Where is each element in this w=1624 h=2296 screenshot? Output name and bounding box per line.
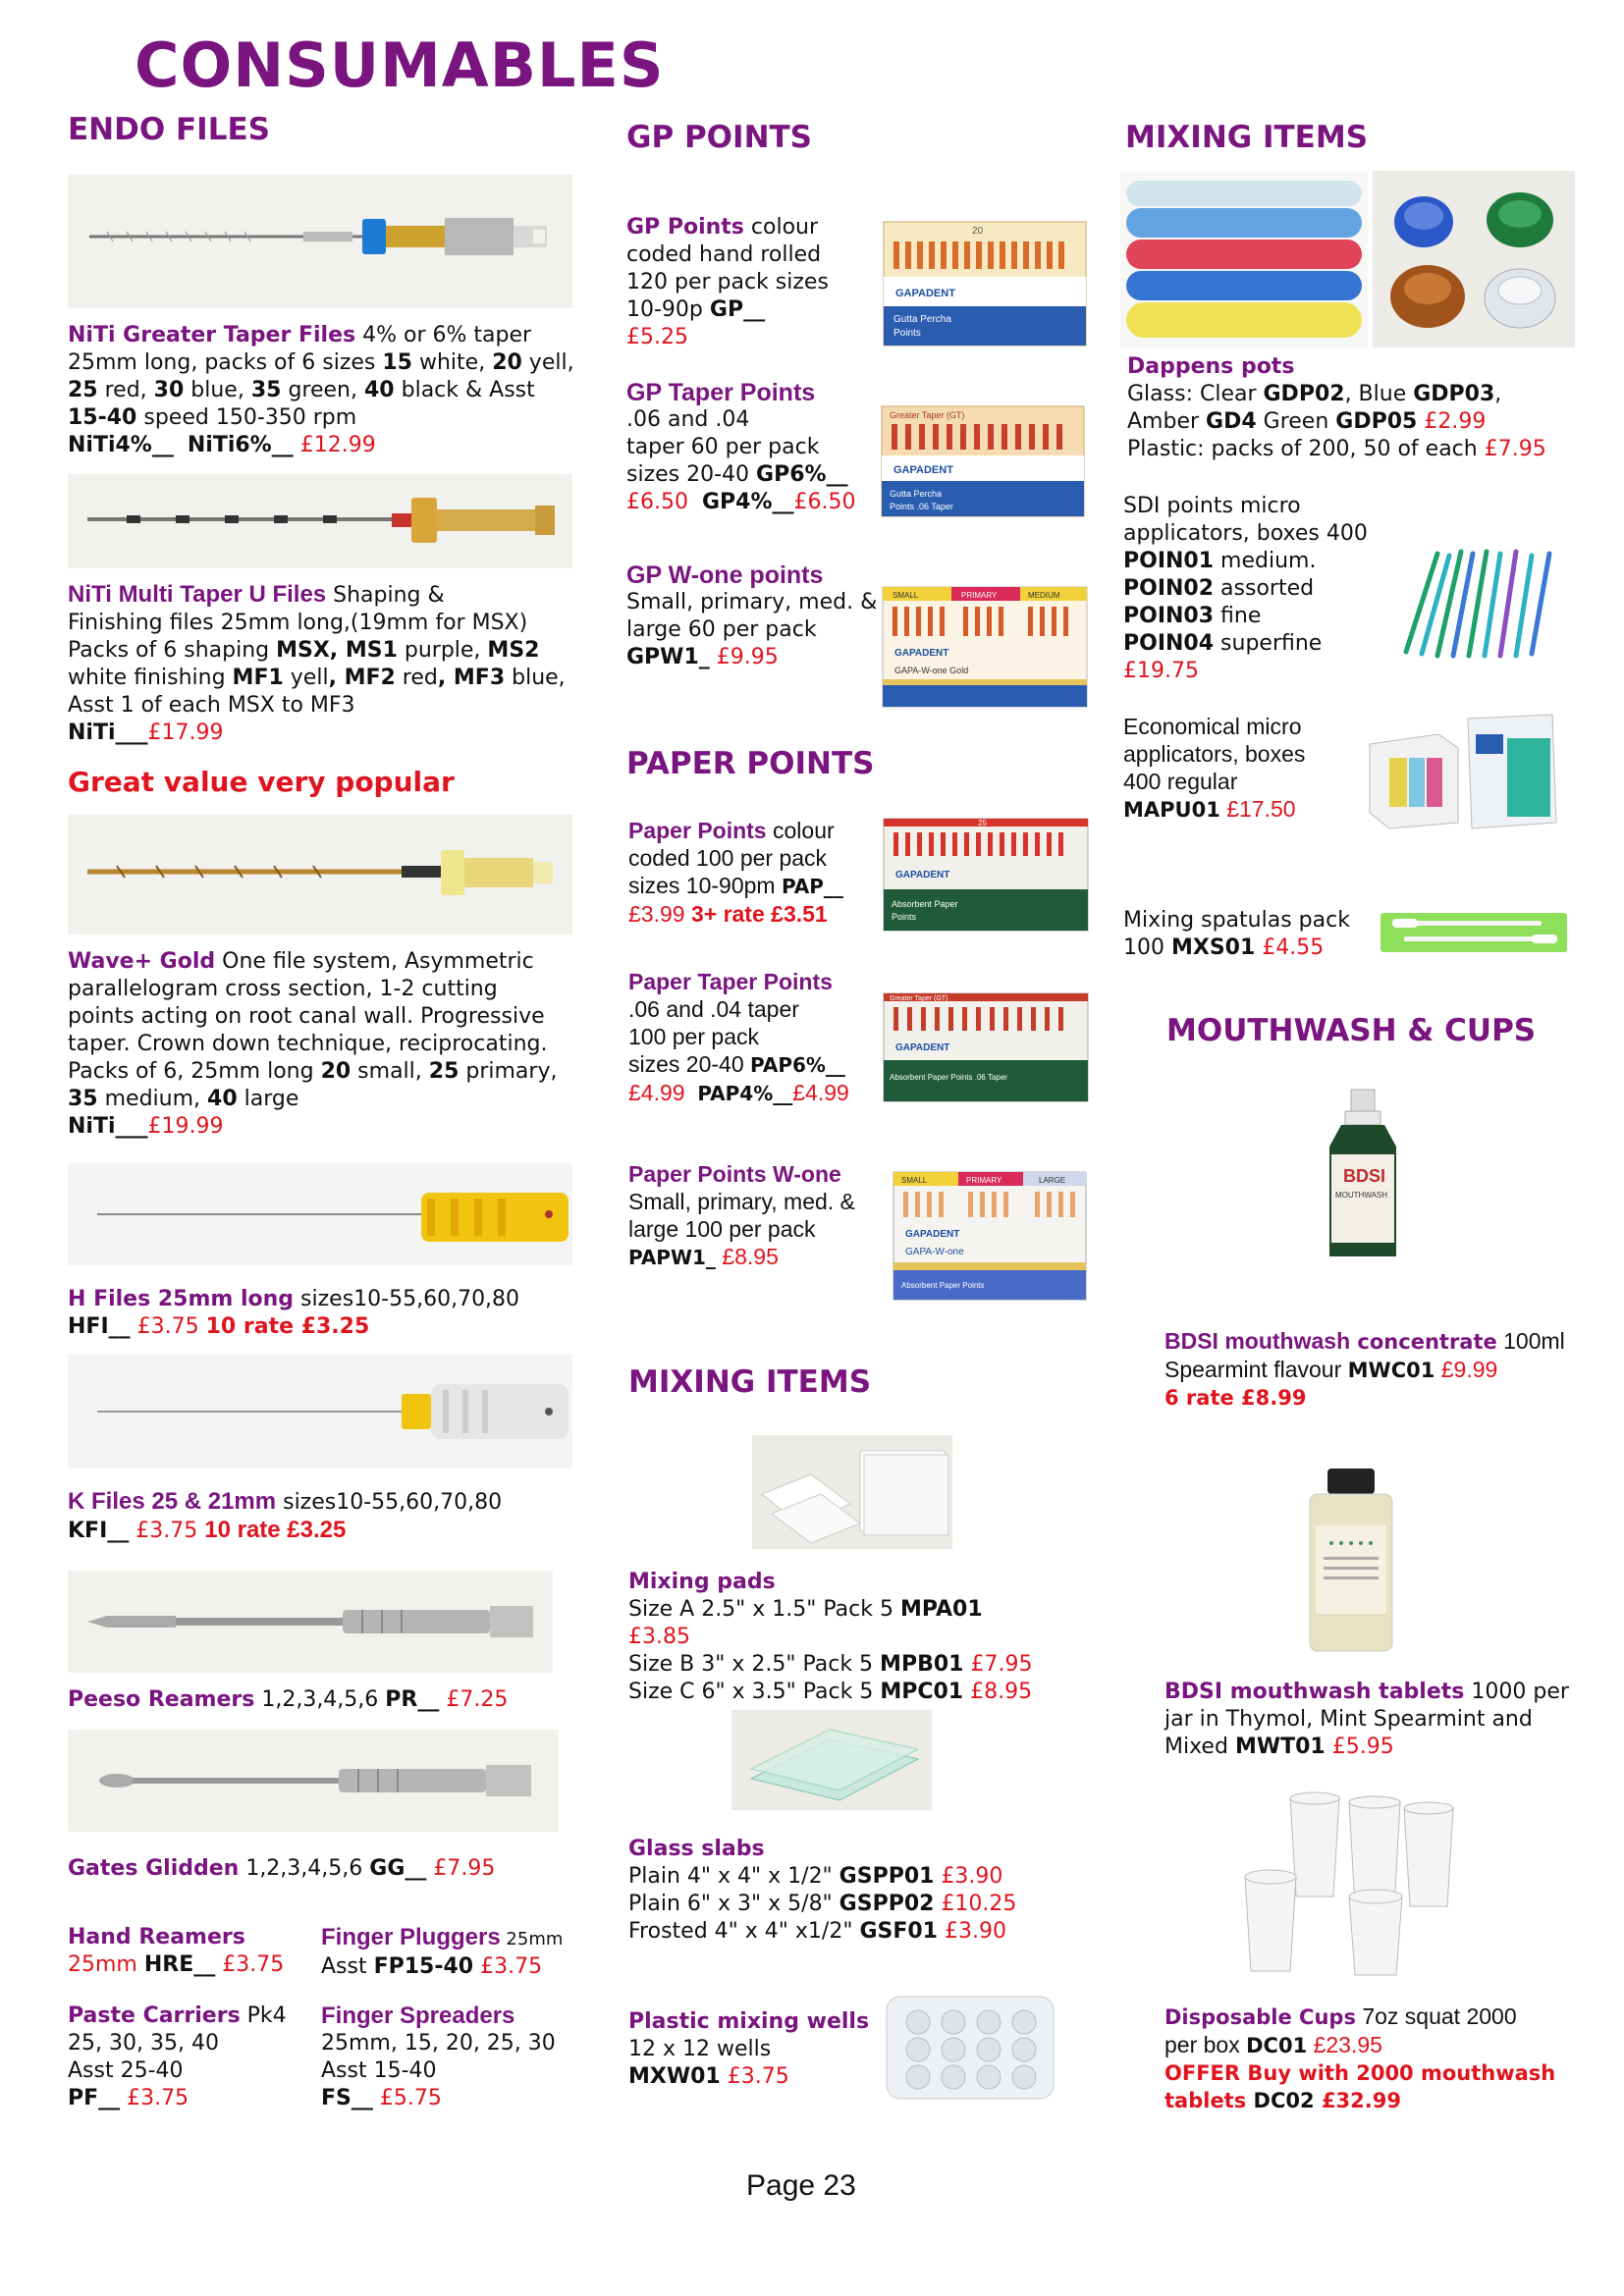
paper-points-heading: PAPER POINTS xyxy=(626,746,875,781)
paper-wone-text: Paper Points W-one Small, primary, med. & large 100 per pack PAPW1_ £8.95 xyxy=(628,1161,855,1269)
gp-taper-box-brand: GAPADENT xyxy=(893,464,953,476)
mouthwash-cups-heading: MOUTHWASH & CUPS xyxy=(1166,1013,1537,1048)
gp-points-text: GP Points colour coded hand rolled 120 per pack sizes 10-90p GP__ £5.25 xyxy=(626,215,829,349)
gp-wone-box-image xyxy=(881,583,1089,711)
paper-box-brand: GAPADENT xyxy=(895,870,950,881)
economical-applicators-text: Economical micro applicators, boxes 400 regular MAPU01 £17.50 xyxy=(1123,714,1306,822)
paper-wone-name: GAPA-W-one xyxy=(905,1247,964,1257)
gp-box-brand: GAPADENT xyxy=(895,288,955,299)
gp-points-heading: GP POINTS xyxy=(626,120,812,155)
gp-taper-text: GP Taper Points .06 and .04 taper 60 per pack sizes 20-40 GP6%__ £6.50 GP4%__£6.50 xyxy=(626,379,856,514)
disposable-cups-text: Disposable Cups 7oz squat 2000 per box DC01 £23.95 OFFER Buy with 2000 mouthwash tablets DC02 £32.99 xyxy=(1164,2003,1556,2112)
gp-wone-gold: GAPA-W-one Gold xyxy=(894,666,969,675)
bdsi-tablets-text: BDSI mouthwash tablets 1000 per jar in Thymol, Mint Spearmint and Mixed MWT01 £5.95 xyxy=(1164,1680,1569,1759)
paper-box-points: Points xyxy=(892,912,917,922)
gates-glidden-image xyxy=(68,1730,559,1832)
paper-taper-box-absorbent: Absorbent Paper Points .06 Taper xyxy=(890,1073,1007,1082)
paper-taper-text: Paper Taper Points .06 and .04 taper 100 per pack sizes 20-40 PAP6%__ £4.99 PAP4%__£4.99 xyxy=(628,969,849,1105)
great-value-banner: Great value very popular xyxy=(68,766,455,798)
disposable-cups-image xyxy=(1231,1789,1467,1981)
paper-wone-brand: GAPADENT xyxy=(905,1229,960,1240)
plastic-wells-text: Plastic mixing wells 12 x 12 wells MXW01 £3.75 xyxy=(628,2009,870,2089)
peeso-reamer-image xyxy=(68,1571,553,1673)
paper-box-absorbent: Absorbent Paper xyxy=(892,899,958,909)
glass-slabs-image xyxy=(731,1710,932,1810)
gp-wone-medium: MEDIUM xyxy=(1028,591,1060,600)
paper-taper-box-brand: GAPADENT xyxy=(895,1042,950,1053)
gp-box-points: Points xyxy=(893,328,921,339)
niti-multi-taper-image xyxy=(68,474,572,568)
gp-taper-box-points: Points .06 Taper xyxy=(890,502,953,511)
mixing-items-heading-col3: MIXING ITEMS xyxy=(1125,120,1369,155)
paper-points-text: Paper Points colour coded 100 per pack sizes 10-90pm PAP__ £3.99 3+ rate £3.51 xyxy=(628,818,843,927)
paper-wone-small: SMALL xyxy=(901,1176,928,1185)
niti-greater-taper-text: NiTi Greater Taper Files 4% or 6% taper 25mm long, packs of 6 sizes 15 white, 20 yell, 25 red, 30 blue, 35 green, 40 black & Asst 15-40 speed 150-350 rpm NiTi4%__ NiTi6%__ £12.99 xyxy=(68,323,574,457)
gp-points-box-image xyxy=(882,218,1088,349)
finger-pluggers-text: Finger Pluggers 25mm Asst FP15-40 £3.75 xyxy=(321,1924,564,1979)
hand-reamers-text: Hand Reamers 25mm HRE__ £3.75 xyxy=(68,1925,285,1977)
gp-taper-box-gutta: Gutta Percha xyxy=(890,489,943,499)
mouthwash-tablets-image xyxy=(1302,1463,1400,1655)
gp-wone-brand: GAPADENT xyxy=(894,648,949,659)
mixing-spatulas-image xyxy=(1375,905,1573,960)
paper-wone-box-image xyxy=(892,1168,1088,1304)
bottle-label: MOUTHWASH xyxy=(1335,1191,1388,1200)
paper-taper-box-image xyxy=(882,991,1090,1103)
paper-wone-large: LARGE xyxy=(1039,1176,1066,1185)
h-files-text: H Files 25mm long sizes10-55,60,70,80 HFI__ £3.75 10 rate £3.25 xyxy=(68,1287,520,1339)
sdi-applicators-text: SDI points micro applicators, boxes 400 POIN01 medium. POIN02 assorted POIN03 fine POIN04 superfine £19.75 xyxy=(1123,494,1368,683)
paste-carriers-text: Paste Carriers Pk4 25, 30, 35, 40 Asst 25-40 PF__ £3.75 xyxy=(68,2003,287,2110)
gp-wone-small: SMALL xyxy=(893,591,919,600)
gp-wone-primary: PRIMARY xyxy=(961,591,998,600)
paper-wone-absorbent: Absorbent Paper Points xyxy=(901,1281,985,1290)
wave-gold-text: Wave+ Gold One file system, Asymmetric parallelogram cross section, 1-2 cutting points acting on root canal wall. Progressive taper. Crown down technique, reciprocating. Packs of 6, 25mm long 20 small, 25 primary, 35 medium, 40 large NiTi___£19.99 xyxy=(68,949,558,1139)
plastic-wells-image xyxy=(877,1987,1063,2109)
mixing-pads-text: Mixing pads Size A 2.5" x 1.5" Pack 5 MPA01 £3.85 Size B 3" x 2.5" Pack 5 MPB01 £7.95 Size C 6" x 3.5" Pack 5 MPC01 £8.95 xyxy=(628,1570,1033,1704)
paper-box-number: 25 xyxy=(978,819,987,828)
gp-box-number: 20 xyxy=(972,226,984,237)
bottle-brand: BDSI xyxy=(1343,1166,1386,1186)
gp-wone-text: GP W-one points Small, primary, med. & large 60 per pack GPW1_ £9.95 xyxy=(626,561,878,669)
niti-multi-taper-text: NiTi Multi Taper U Files Shaping & Finishing files 25mm long,(19mm for MSX) Packs of 6 shaping MSX, MS1 purple, MS2 white finishing MF1 yell, MF2 red, MF3 blue, Asst 1 of each MSX to MF3 NiTi___£17.99 xyxy=(68,581,566,745)
bdsi-concentrate-text: BDSI mouthwash concentrate 100ml Spearmint flavour MWC01 £9.99 6 rate £8.99 xyxy=(1164,1328,1565,1410)
page-number: Page 23 xyxy=(746,2169,856,2202)
economical-applicators-image xyxy=(1360,705,1564,832)
gp-taper-box-gt: Greater Taper (GT) xyxy=(890,410,965,420)
paper-points-box-image xyxy=(882,817,1090,933)
mixing-pads-image xyxy=(752,1435,952,1549)
mixing-items-heading-col2: MIXING ITEMS xyxy=(628,1364,872,1400)
peeso-reamers-text: Peeso Reamers 1,2,3,4,5,6 PR__ £7.25 xyxy=(68,1687,509,1712)
k-files-text: K Files 25 & 21mm sizes10-55,60,70,80 KFI__ £3.75 10 rate £3.25 xyxy=(68,1488,503,1543)
dappens-pots-text: Dappens pots Glass: Clear GDP02, Blue GDP03, Amber GD4 Green GDP05 £2.99 Plastic: packs of 200, 50 of each £7.95 xyxy=(1127,354,1546,461)
glass-slabs-text: Glass slabs Plain 4" x 4" x 1/2" GSPP01 £3.90 Plain 6" x 3" x 5/8" GSPP02 £10.25 Frosted 4" x 4" x1/2" GSF01 £3.90 xyxy=(628,1837,1017,1944)
gp-taper-box-image xyxy=(880,402,1086,520)
k-files-image xyxy=(68,1355,572,1468)
paper-taper-box-gt: Greater Taper (GT) xyxy=(890,995,948,1002)
paper-wone-primary: PRIMARY xyxy=(966,1176,1002,1185)
mouthwash-bottle-image xyxy=(1312,1084,1414,1264)
gp-box-gutta: Gutta Percha xyxy=(893,314,951,325)
niti-greater-taper-image xyxy=(68,175,572,308)
gates-glidden-text: Gates Glidden 1,2,3,4,5,6 GG__ £7.95 xyxy=(68,1856,496,1881)
mixing-spatulas-text: Mixing spatulas pack 100 MXS01 £4.55 xyxy=(1123,908,1350,960)
finger-spreaders-text: Finger Spreaders 25mm, 15, 20, 25, 30 Asst 15-40 FS__ £5.75 xyxy=(321,2002,556,2110)
dappens-plastic-image xyxy=(1120,173,1368,347)
sdi-applicators-image xyxy=(1377,534,1573,662)
wave-gold-image xyxy=(68,815,572,934)
dappens-glass-image xyxy=(1373,171,1575,347)
page-title: CONSUMABLES xyxy=(135,29,665,101)
h-files-image xyxy=(68,1163,572,1265)
endo-files-heading: ENDO FILES xyxy=(68,112,270,147)
